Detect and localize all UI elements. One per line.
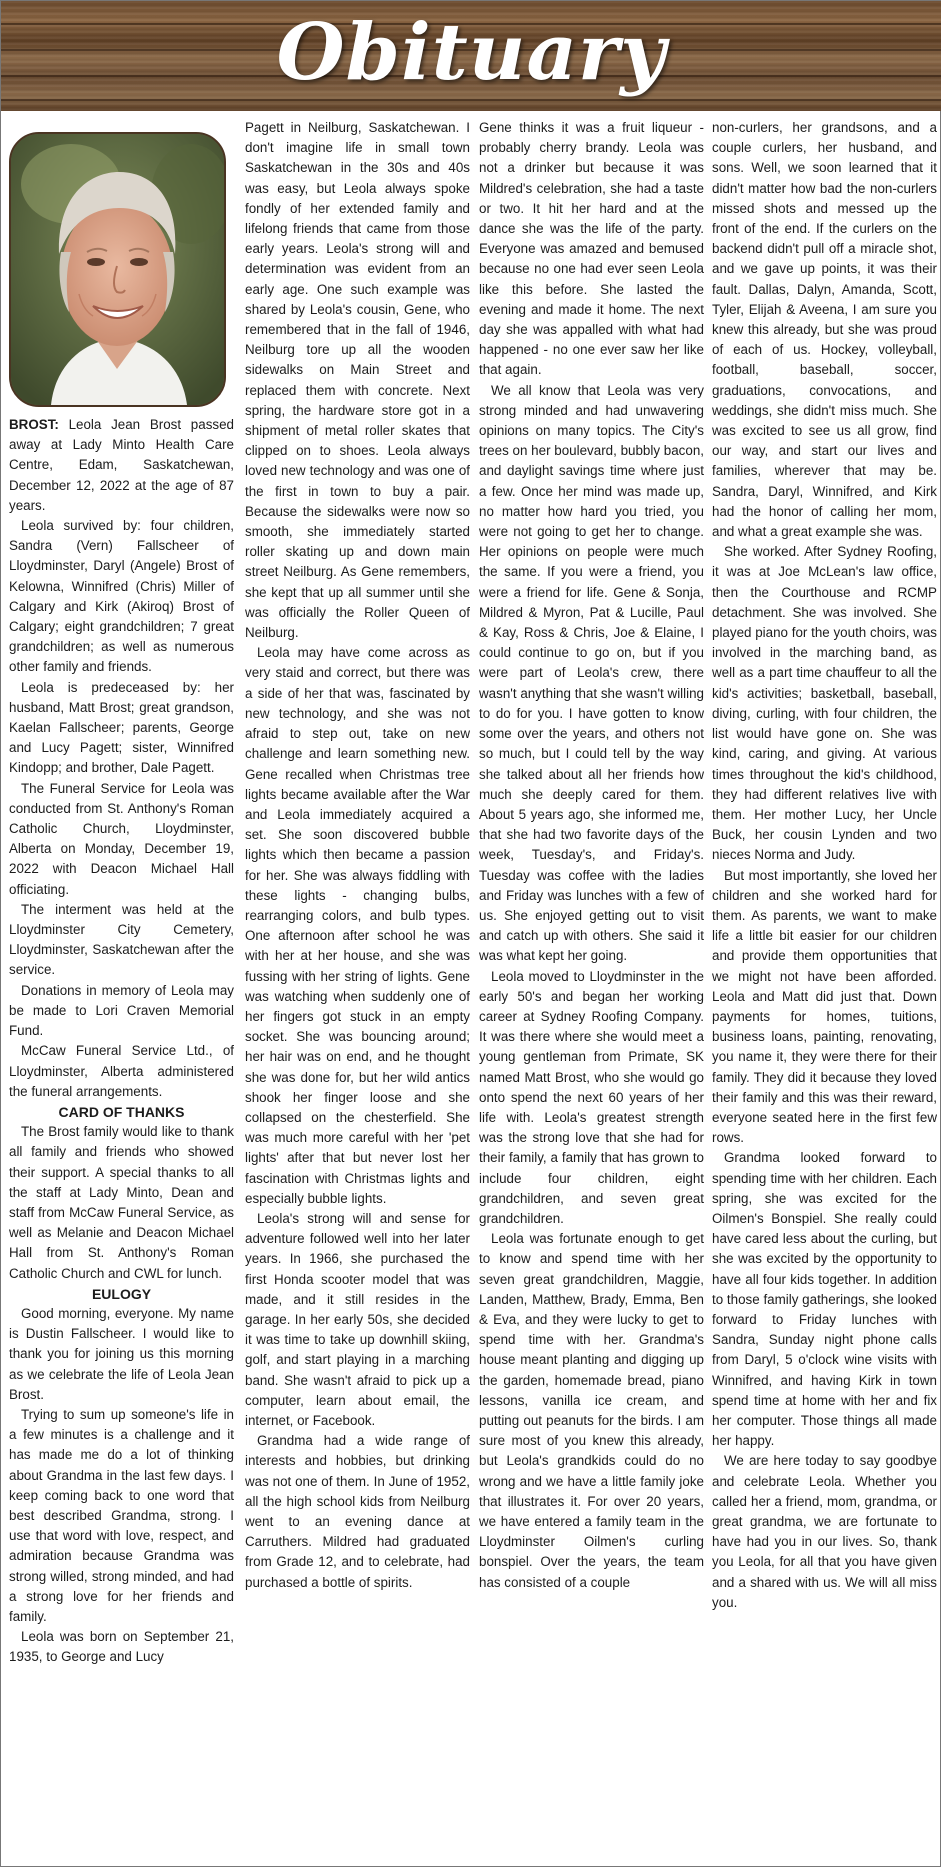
body-paragraph: Leola is predeceased by: her husband, Matt Brost; great grandson, Kaelan Fallscheer; parents, George and Lucy Pagett; sister, Winnifred Kindopp; and brother, Dale Pagett. bbox=[9, 679, 234, 776]
column-2 bbox=[245, 118, 470, 1863]
section-heading: CARD OF THANKS bbox=[58, 1103, 185, 1120]
body-paragraph: non-curlers, her grandsons, and a couple curlers, her husband, and sons. Well, we soon learned that it didn't matter how bad the non-curlers missed shots and messed up the front of the end. If the curlers on the backend didn't pull off a miracle shot, and we gave up points, it was their fault. Dallas, Dalyn, Amanda, Scott, Tyler, Elijah & Aveena, I am sure you knew this already, but she was proud of each of us. Hockey, volleyball, football, baseball, soccer, graduations, convocations, and weddings, she didn't miss much. She was excited to see us all grow, find our way, and start our lives and families, wherever that may be. Sandra, Daryl, Winnifred, and Kirk had the honor of calling her mom, and what a great example she was. bbox=[712, 120, 937, 540]
column-1 bbox=[9, 118, 234, 1863]
body-paragraph: Leola was fortunate enough to get to know and spend time with her seven great grandchildren, Maggie, Landen, Matthew, Brady, Emma, Ben & Eva, and they were lucky to get to spend time with her. Grandma's house meant planting and digging up the garden, homemade bread, piano lessons, vanilla ice cream, and putting out peanuts for the birds. I am sure most of you knew this already, but Leola's grandkids could do no wrong and we have a little family joke that illustrates it. For over 20 years, we have entered a family team in the Lloydminster Oilmen's curling bonspiel. Over the years, the team has consisted of a couple bbox=[479, 1231, 704, 1590]
column-4-text bbox=[712, 118, 937, 1613]
body-paragraph: Trying to sum up someone's life in a few minutes is a challenge and it has made me do a lot of thinking about Grandma in the last few days. I keep coming back to one word that best described Grandma, strong. I use that word with love, respect, and admiration because Grandma was strong willed, strong minded, and had a strong love for her friends and family. bbox=[9, 1406, 234, 1624]
body-paragraph: Grandma looked forward to spending time with her children. Each spring, she was excited for the Oilmen's Bonspiel. She really could have cared less about the curling, but she was excited by the opportunity to have all four kids together. In addition to those family gatherings, she looked forward to Friday lunches with Sandra, Sunday night phone calls from Daryl, 5 o'clock wine visits with Winnifred, and having Kirk in town spend time at home with her and fix her computer. Those things all made her happy. bbox=[712, 1150, 937, 1449]
body-paragraph: Pagett in Neilburg, Saskatchewan. I don't imagine life in small town Saskatchewan in the 30s and 40s was easy, but Leola always spoke fondly of her extended family and lifelong friends that came from those early years. Leola's strong will and determination was evident from an early age. One such example was shared by Leola's cousin, Gene, who remembered that in the fall of 1946, Neilburg tore up all the wooden sidewalks on Main Street and replaced them with concrete. Next spring, the hardware store got in a shipment of metal roller skates that clipped on to shoes. Leola always loved new technology and was one of the first in town to buy a pair. Because the sidewalks were now so smooth, she immediately started roller skating up and down main street Neilburg. As Gene remembers, she kept that up all summer until she was officially the Roller Queen of Neilburg. bbox=[245, 120, 470, 641]
body-paragraph: Leola may have come across as very staid and correct, but there was a side of her that was, fascinated by new technology, and she was not afraid to step out, take on new challenge and learn something new. Gene recalled when Christmas tree lights became available after the War and Leola immediately acquired a set. She soon discovered bubble lights which then became a passion for her. She was always fiddling with these lights - changing bulbs, rearranging colors, and bulb types. One afternoon after school he was with her at her house, and she was fussing with her string of lights. Gene was watching when suddenly one of her fingers got stuck in an empty socket. She was bouncing around; her hair was on end, and he thought she was done for, but her wild antics shook her finger loose and she collapsed on the chesterfield. She was much more careful with her 'pet lights' after that but never lost her fascination with Christmas lights and especially bubble lights. bbox=[245, 645, 470, 1206]
body-paragraph: Gene thinks it was a fruit liqueur - probably cherry brandy. Leola was not a drinker but because it was Mildred's celebration, she had a taste or two. It hit her hard and at the dance she was the life of the party. Everyone was amazed and bemused because no one had ever seen Leola like this before. She lasted the evening and made it home. The next day she was appalled with what had happened - no one ever saw her like that again. bbox=[479, 120, 704, 378]
body-paragraph: Donations in memory of Leola may be made to Lori Craven Memorial Fund. bbox=[9, 982, 234, 1039]
body-paragraph: The Funeral Service for Leola was conducted from St. Anthony's Roman Catholic Church, Lloydminster, Alberta on Monday, December 19, 2022 with Deacon Michael Hall officiating. bbox=[9, 780, 234, 897]
banner bbox=[1, 1, 941, 111]
column-3-text bbox=[479, 118, 704, 1593]
body-paragraph: We all know that Leola was very strong minded and had unwavering opinions on many topics. The City's trees on her boulevard, bubbly bacon, and daylight savings time where just a few. Once her mind was made up, no matter how hard you tried, you were not going to get her to change. Her opinions on people were much the same. If you were a friend, you were a friend for life. Gene & Sonja, Mildred & Myron, Pat & Lucille, Paul & Kay, Ross & Chris, Joe & Elaine, I could continue to go on, but if you were part of Leola's crew, there wasn't anything that she wasn't willing to do for you. I have gotten to know some over the years, and others not so much, but I could tell by the way she talked about all her friends how much she deeply cared for them. About 5 years ago, she informed me, that she had two favorite days of the week, Tuesday's, and Friday's. Tuesday was coffee with the ladies and Friday was lunches with a few of us. She enjoyed getting out to visit and catch up with others. She said it was what kept her going. bbox=[479, 382, 704, 964]
section-heading: EULOGY bbox=[91, 1285, 152, 1302]
body-paragraph: Leola was born on September 21, 1935, to George and Lucy bbox=[9, 1629, 234, 1665]
portrait-photo bbox=[9, 132, 226, 407]
body-paragraph: McCaw Funeral Service Ltd., of Lloydminster, Alberta administered the funeral arrangements. bbox=[9, 1043, 234, 1099]
lead-surname: BROST: bbox=[9, 417, 59, 432]
body-paragraph: The interment was held at the Lloydminster City Cemetery, Lloydminster, Saskatchewan after the service. bbox=[9, 901, 234, 978]
column-1-text bbox=[9, 415, 234, 1668]
body-paragraph: Good morning, everyone. My name is Dustin Fallscheer. I would like to thank you for joining us this morning as we celebrate the life of Leola Jean Brost. bbox=[9, 1305, 234, 1402]
body-paragraph: She worked. After Sydney Roofing, it was at Joe McLean's law office, then the Courthouse and RCMP detachment. She was involved. She played piano for the youth choirs, was involved in the marching band, as well as a part time chauffeur to all the kid's activities; basketball, baseball, diving, curling, with four children, the list would have gone on. She was kind, caring, and giving. At various times throughout the kid's childhood, they had different relatives live with them. Her mother Lucy, her Uncle Buck, her cousin Lynden and two nieces Norma and Judy. bbox=[712, 544, 937, 863]
column-2-text bbox=[245, 118, 470, 1593]
column-4 bbox=[712, 118, 937, 1863]
body-paragraph: Leola survived by: four children, Sandra (Vern) Fallscheer of Lloydminster, Daryl (Angele) Brost of Kelowna, Winnifred (Chris) Miller of Calgary and Kirk (Akiroq) Brost of Calgary; eight grandchildren; 7 great grandchildren; as well as numerous other family and friends. bbox=[9, 518, 234, 675]
body-paragraph: The Brost family would like to thank all family and friends who showed their support. A special thanks to all the staff at Lady Minto, Dean and staff from McCaw Funeral Service, as well as Melanie and Deacon Michael Hall from St. Anthony's Roman Catholic Church and CWL for lunch. bbox=[9, 1124, 234, 1281]
portrait-drawing bbox=[11, 134, 224, 405]
body-paragraph: But most importantly, she loved her children and she worked hard for them. As parents, we want to make life a little bit easier for our children and provide them opportunities that we might not have been afforded. Leola and Matt did just that. Down payments for homes, tuitions, business loans, painting, renovating, you name it, they were there for their family. They did it because they loved their family and this was their reward, everyone seated here in the first few rows. bbox=[712, 867, 937, 1146]
lead-paragraph bbox=[9, 415, 234, 516]
body-paragraph: Leola moved to Lloydminster in the early 50's and began her working career at Sydney Roofing Company. It was there where she would meet a young gentleman from Primate, SK named Matt Brost, who she would go onto spend the next 60 years of her life with. Leola's greatest strength was the strong love that she had for their family, a family that has grown to include four children, eight grandchildren, and seven great grandchildren. bbox=[479, 968, 704, 1226]
body-paragraph: Grandma had a wide range of interests and hobbies, but drinking was not one of them. In June of 1952, all the high school kids from Neilburg went to an evening dance at Carruthers. Mildred had graduated from Grade 12, and to celebrate, had purchased a bottle of spirits. bbox=[245, 1433, 470, 1590]
body-paragraph: Leola's strong will and sense for adventure followed well into her later years. In 1966, she purchased the first Honda scooter model that was made, and it still resides in the garage. In her early 50s, she decided it was time to take up downhill skiing, golf, and start playing in a marching band. She wasn't afraid to pick up a computer, learn about email, the internet, or Facebook. bbox=[245, 1210, 470, 1428]
banner-title: Obituary bbox=[276, 7, 667, 98]
column-3 bbox=[479, 118, 704, 1863]
body-paragraph: We are here today to say goodbye and celebrate Leola. Whether you called her a friend, mom, grandma, or great grandma, we are fortunate to have had you in our lives. So, thank you Leola, for all that you have given and a shared with us. We will all miss you. bbox=[712, 1453, 937, 1610]
lead-text: Leola Jean Brost passed away at Lady Minto Health Care Centre, Edam, Saskatchewan, December 12, 2022 at the age of 87 years. bbox=[9, 417, 234, 513]
